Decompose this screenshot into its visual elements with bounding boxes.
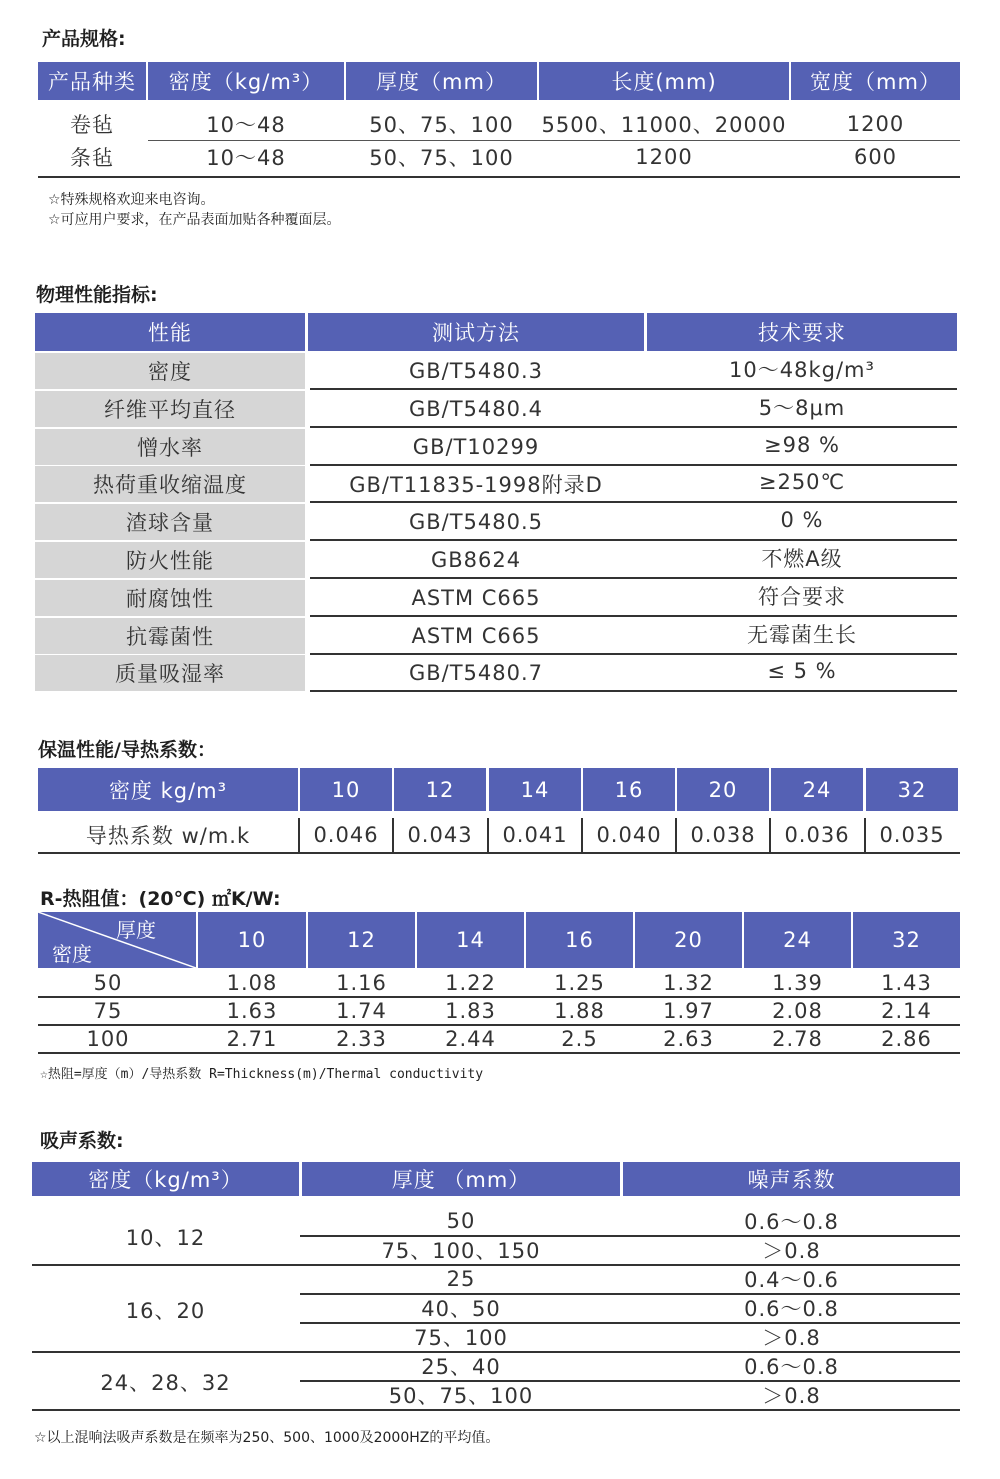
physical-method-cell: GB/T11835-1998附录D [349, 473, 603, 497]
resistance-thickness-header: 10 [198, 912, 306, 968]
resistance-value: 2.63 [663, 1027, 714, 1051]
resistance-density-label: 75 [93, 999, 123, 1023]
physical-property-cell: 抗霉菌性 [35, 618, 305, 654]
spec-header-width: 宽度（mm） [791, 62, 960, 100]
spec-cell: 50、75、100 [369, 146, 514, 170]
resistance-value: 2.14 [881, 999, 932, 1023]
acoustic-thickness-cell: 25 [446, 1267, 476, 1291]
resistance-value: 1.16 [336, 971, 387, 995]
spec-cell: 5500、11000、20000 [541, 113, 787, 137]
acoustic-nrc-cell: ＞0.8 [762, 1326, 821, 1350]
resistance-value: 1.32 [663, 971, 714, 995]
column-divider [298, 818, 300, 852]
physical-method-cell: ASTM C665 [411, 624, 541, 648]
physical-property-cell: 纤维平均直径 [35, 391, 305, 427]
resistance-value: 1.43 [881, 971, 932, 995]
resistance-thickness-header: 16 [526, 912, 633, 968]
group-divider [32, 1409, 960, 1411]
physical-method-cell: GB/T5480.4 [408, 397, 544, 421]
resistance-thickness-header: 14 [417, 912, 524, 968]
physical-property-cell: 渣球含量 [35, 504, 305, 540]
resistance-thickness-header: 12 [308, 912, 415, 968]
thermal-conductivity-label: 导热系数 w/m.k [85, 824, 251, 848]
physical-requirement-cell: 符合要求 [758, 585, 846, 609]
resistance-value: 1.88 [554, 999, 605, 1023]
physical-method-cell: ASTM C665 [411, 586, 541, 610]
physical-method-cell: GB/T5480.3 [408, 359, 544, 383]
spec-cell: 条毡 [70, 146, 114, 170]
thermal-density-header: 20 [677, 768, 769, 811]
resistance-value: 1.74 [336, 999, 387, 1023]
physical-header-requirement: 技术要求 [647, 313, 957, 351]
physical-title: 物理性能指标: [36, 284, 158, 306]
resistance-value: 2.33 [336, 1027, 387, 1051]
thermal-conductivity-value: 0.043 [407, 823, 473, 847]
thermal-title: 保温性能/导热系数： [38, 739, 216, 761]
resistance-density-label: 50 [93, 971, 123, 995]
acoustic-table [32, 1162, 960, 1412]
physical-property-cell: 质量吸湿率 [35, 655, 305, 691]
spec-cell: 1200 [846, 112, 905, 136]
thermal-conductivity-value: 0.040 [596, 823, 662, 847]
spec-table [38, 62, 960, 180]
thermal-conductivity-value: 0.036 [784, 823, 850, 847]
physical-method-cell: GB8624 [430, 548, 522, 572]
spec-note: ☆可应用户要求，在产品表面加贴各种覆面层。 [48, 212, 341, 228]
physical-requirement-cell: 0 % [780, 508, 824, 532]
physical-property-cell: 耐腐蚀性 [35, 580, 305, 616]
thermal-density-header: 32 [866, 768, 958, 811]
physical-header-method: 测试方法 [308, 313, 644, 351]
thermal-density-header: 24 [771, 768, 863, 811]
resistance-corner-density: 密度 [52, 942, 92, 966]
spec-header-length: 长度(mm) [539, 62, 789, 100]
resistance-value: 1.97 [663, 999, 714, 1023]
resistance-note: ☆热阻=厚度（m）/导热系数 R=Thickness(m)/Thermal conductivity [40, 1067, 484, 1082]
column-divider [864, 818, 866, 852]
spec-cell: 10～48 [206, 113, 286, 137]
acoustic-density-cell: 24、28、32 [100, 1371, 231, 1395]
thermal-density-header: 16 [583, 768, 675, 811]
column-divider [769, 818, 771, 852]
resistance-corner [38, 912, 196, 968]
column-divider [487, 818, 489, 852]
resistance-thickness-header: 32 [853, 912, 960, 968]
physical-requirement-cell: ≥250℃ [758, 470, 846, 494]
resistance-value: 2.71 [226, 1027, 278, 1051]
resistance-value: 1.83 [445, 999, 496, 1023]
column-divider [392, 818, 394, 852]
physical-property-cell: 憎水率 [35, 429, 305, 465]
physical-requirement-cell: 10～48kg/m³ [729, 358, 875, 382]
acoustic-thickness-cell: 75、100 [414, 1326, 508, 1350]
resistance-value: 1.25 [554, 971, 605, 995]
column-divider [675, 818, 677, 852]
physical-requirement-cell: ≤ 5 % [767, 659, 837, 683]
acoustic-header-density: 密度（kg/m³） [32, 1162, 299, 1196]
thermal-table [38, 768, 960, 858]
spec-header-type: 产品种类 [38, 62, 146, 100]
acoustic-thickness-cell: 25、40 [421, 1355, 501, 1379]
acoustic-thickness-cell: 75、100、150 [381, 1239, 541, 1263]
acoustic-nrc-cell: ＞0.8 [762, 1239, 821, 1263]
row-divider [310, 690, 957, 692]
acoustic-nrc-cell: 0.6～0.8 [744, 1210, 839, 1234]
spec-note: ☆特殊规格欢迎来电咨询。 [48, 192, 215, 208]
acoustic-title: 吸声系数: [40, 1130, 124, 1152]
column-divider [581, 818, 583, 852]
spec-header-density: 密度（kg/m³） [148, 62, 344, 100]
physical-method-cell: GB/T10299 [412, 435, 540, 459]
spec-cell: 10～48 [206, 146, 286, 170]
resistance-value: 2.86 [881, 1027, 932, 1051]
acoustic-nrc-cell: 0.6～0.8 [744, 1355, 839, 1379]
resistance-corner-thickness: 厚度 [116, 918, 156, 942]
resistance-value: 1.22 [445, 971, 496, 995]
resistance-value: 2.08 [772, 999, 823, 1023]
thermal-conductivity-value: 0.041 [502, 823, 568, 847]
spec-cell: 600 [853, 145, 898, 169]
physical-method-cell: GB/T5480.7 [408, 661, 544, 685]
thermal-conductivity-value: 0.046 [313, 823, 379, 847]
physical-method-cell: GB/T5480.5 [408, 510, 544, 534]
acoustic-density-cell: 16、20 [125, 1298, 206, 1323]
acoustic-thickness-cell: 50、75、100 [388, 1384, 534, 1408]
thermal-conductivity-value: 0.038 [690, 823, 756, 847]
physical-table [35, 313, 957, 693]
spec-cell: 50、75、100 [369, 113, 514, 137]
thermal-density-header: 14 [489, 768, 581, 811]
thermal-density-header: 10 [300, 768, 392, 811]
acoustic-header-thickness: 厚度 （mm） [302, 1162, 620, 1196]
resistance-value: 2.44 [445, 1027, 496, 1051]
physical-requirement-cell: 5～8μm [758, 396, 846, 420]
resistance-title: R-热阻值：(20℃) ㎡K/W: [40, 888, 281, 910]
resistance-value: 1.08 [226, 971, 278, 995]
acoustic-nrc-cell: 0.4～0.6 [744, 1268, 839, 1292]
acoustic-density-cell: 10、12 [125, 1226, 206, 1250]
resistance-value: 2.78 [772, 1027, 823, 1051]
spec-header-thickness: 厚度（mm） [346, 62, 537, 100]
acoustic-nrc-cell: ＞0.8 [762, 1384, 821, 1408]
thermal-density-header: 12 [394, 768, 486, 811]
spec-cell: 1200 [635, 145, 693, 169]
physical-requirement-cell: ≥98 % [764, 433, 840, 457]
resistance-table [38, 912, 960, 1054]
resistance-thickness-header: 20 [635, 912, 742, 968]
acoustic-nrc-cell: 0.6～0.8 [744, 1297, 839, 1321]
spec-title: 产品规格: [42, 28, 126, 50]
resistance-value: 1.39 [772, 971, 823, 995]
acoustic-note: ☆以上混响法吸声系数是在频率为250、500、1000及2000HZ的平均值。 [34, 1430, 500, 1446]
acoustic-header-nrc: 噪声系数 [623, 1162, 960, 1196]
spec-cell: 卷毡 [70, 113, 114, 137]
thermal-density-label: 密度 kg/m³ [38, 768, 298, 811]
resistance-thickness-header: 24 [744, 912, 851, 968]
acoustic-thickness-cell: 50 [446, 1209, 476, 1233]
physical-property-cell: 热荷重收缩温度 [35, 466, 305, 502]
resistance-value: 2.5 [561, 1027, 598, 1051]
physical-header-property: 性能 [35, 313, 305, 351]
physical-property-cell: 防火性能 [35, 542, 305, 578]
physical-requirement-cell: 无霉菌生长 [747, 623, 857, 647]
physical-requirement-cell: 不燃A级 [761, 547, 843, 571]
row-divider [38, 1052, 960, 1054]
physical-property-cell: 密度 [35, 353, 305, 389]
thermal-conductivity-value: 0.035 [879, 823, 945, 847]
resistance-value: 1.63 [226, 999, 278, 1023]
acoustic-thickness-cell: 40、50 [421, 1297, 501, 1321]
resistance-density-label: 100 [86, 1027, 130, 1051]
